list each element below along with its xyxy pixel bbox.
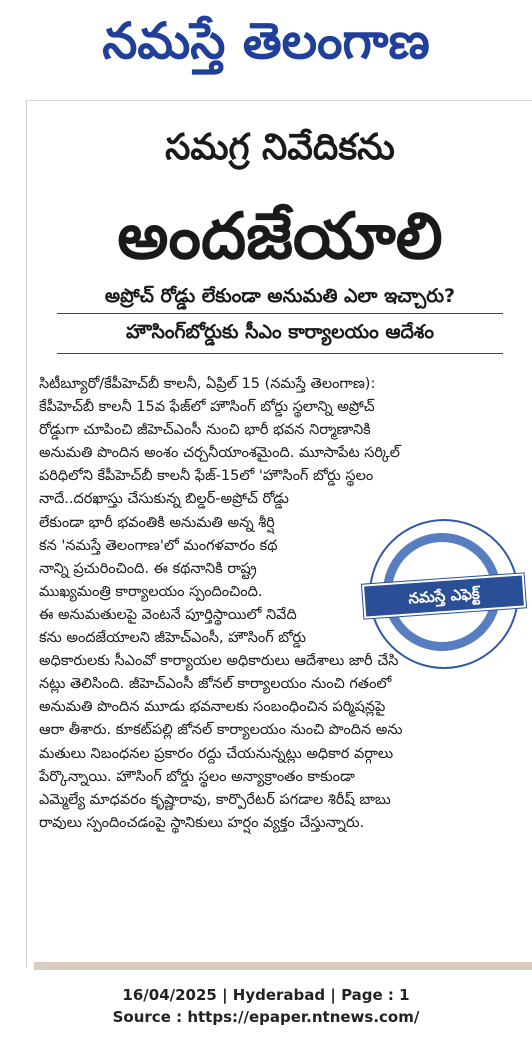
body-line: ముఖ్యమంత్రి కార్యాలయం స్పందించింది. <box>39 583 263 600</box>
body-line: ఈ అనుమతులపై వెంటనే పూర్తిస్థాయిలో నివేది <box>39 606 297 623</box>
body-line: లేకుండా భారీ భవంతికి అనుమతి అన్న శీర్షి <box>39 514 275 531</box>
next-article-strip <box>34 962 532 970</box>
body-line: కన 'నమస్తే తెలంగాణ'లో మంగళవారం కథ <box>39 537 278 554</box>
stamp-label: నమస్తే ఎఫెక్ట్ <box>362 573 526 618</box>
body-line: రోడ్డుగా చూపించి జీహెచ్‌ఎంసీ నుంచి భారీ భవన నిర్మాణానికి <box>39 422 371 439</box>
body-line: నట్లు తెలిసింది. జీహెచ్‌ఎంసీ జోనల్ కార్యాలయం నుంచి గతంలో <box>39 676 392 693</box>
body-line: ఆరా తీశారు. కూకట్‌పల్లి జోనల్ కార్యాలయం నుంచి పొందిన అను <box>39 722 403 739</box>
footer-source: Source : https://epaper.ntnews.com/ <box>112 1008 420 1026</box>
masthead <box>0 0 532 100</box>
subhead-divider <box>57 353 503 354</box>
body-line: నాదే..దరఖాస్తు చేసుకున్న బిల్డర్-అప్రోచ్ రోడ్డు <box>39 491 289 508</box>
body-line: అనుమతి పొందిన మూడు భవనాలకు సంబంధించిన పర్మిషన్లపై <box>39 699 386 716</box>
body-line: పేర్కొన్నాయి. హౌసింగ్ బోర్డు స్థలం అన్యాక్రాంతం కాకుండా <box>39 768 355 785</box>
body-line: సిటీబ్యూరో/కేపీహెచ్‌బీ కాలనీ, ఏప్రిల్ 15 (నమస్తే తెలంగాణ): <box>39 376 376 392</box>
news-clipping <box>26 100 532 967</box>
body-line: పరిధిలోని కేపీహెచ్‌బీ కాలనీ ఫేజ్-15లో 'హౌసింగ్ బోర్డు స్థలం <box>39 468 374 485</box>
namaste-effect-stamp <box>369 519 519 669</box>
subheading-2: హౌసింగ్‌బోర్డుకు సీఎం కార్యాలయం ఆదేశం <box>126 321 434 343</box>
subheading-1: అప్రోచ్ రోడ్డు లేకుండా అనుమతి ఎలా ఇచ్చారు? <box>104 285 456 307</box>
body-line: అధికారులకు సీఎంవో కార్యాయల అధికారులు ఆదేశాలు జారీ చేసి <box>39 653 399 670</box>
masthead-title: నమస్తే తెలంగాణ <box>102 12 430 70</box>
body-line: కేపీహెచ్‌బీ కాలనీ 15వ ఫేజ్‌లో హౌసింగ్ బోర్డు స్థలాన్ని అప్రోచ్ <box>39 399 375 416</box>
body-line: నాన్ని ప్రచురించింది. ఈ కథనానికి రాష్ట్ర <box>39 560 257 577</box>
body-line: ఎమ్మెల్యే మాధవరం కృష్ణారావు, కార్పొరేటర్ పగడాల శిరీష్ బాబు <box>39 791 391 808</box>
body-line: రావులు స్పందించడంపై స్థానికులు హర్షం వ్యక్తం చేస్తున్నారు. <box>39 814 365 831</box>
body-line: మతులు నిబంధనల ప్రకారం రద్దు చేయనున్నట్లు అధికార వర్గాలు <box>39 745 394 762</box>
body-line: అనుమతి పొందిన అంశం చర్చనీయాంశమైంది. మూసాపేట సర్కిల్ <box>39 445 400 462</box>
footer-date-edition: 16/04/2025 | Hyderabad | Page : 1 <box>122 986 410 1004</box>
headline-line-1: సమగ్ర నివేదికను <box>165 127 395 168</box>
subhead-divider <box>57 313 503 314</box>
body-line: కను అందజేయాలని జీహెచ్‌ఎంసీ, హౌసింగ్ బోర్డు <box>39 630 307 647</box>
headline-line-2: అందజేయాలి <box>117 200 443 274</box>
